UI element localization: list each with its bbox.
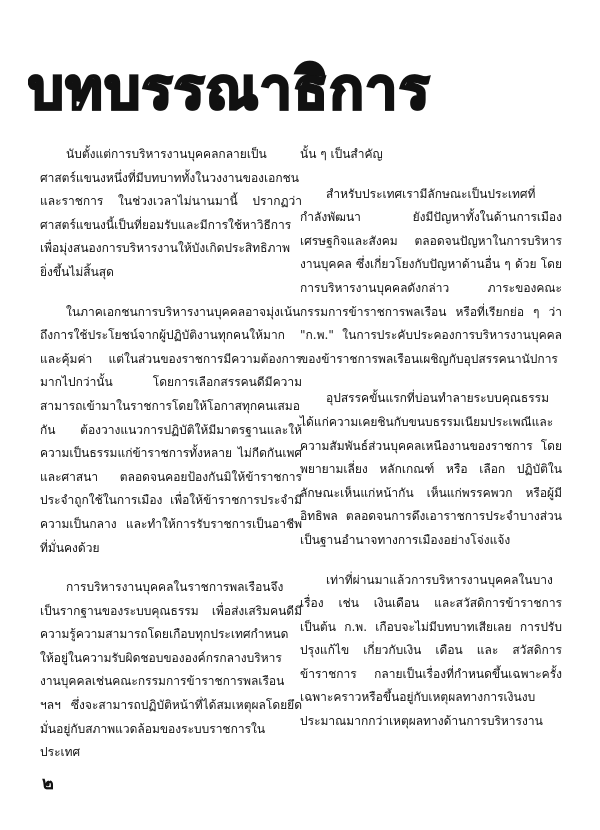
paragraph: สำหรับประเทศเรามีลักษณะเป็นประเทศที่กำลังพัฒนา ยังมีปัญหาทั้งในด้านการเมือง เศรษฐกิจและสังคม ตลอดจนปัญหาในการบริหารงานบุคคล ซึ่งเกี่ยวโยงกับปัญหาด้านอื่น ๆ ด้วย โดยการบริหารงานบุคคลดังกล่าว ภาระของคณะกรรมการข้าราชการพลเรือน หรือที่เรียกย่อ ๆ ว่า "ก.พ." ในการประคับประคองการบริหารงานบุคคลของข้าราชการพลเรือนเผชิญกับอุปสรรคนานัปการ — [300, 186, 562, 366]
right-column — [300, 143, 562, 750]
paragraph: นับตั้งแต่การบริหารงานบุคคลกลายเป็นศาสตร์แขนงหนึ่งที่มีบทบาททั้งในวงงานของเอกชนและราชการ ในช่วงเวลาไม่นานมานี้ ปรากฏว่าศาสตร์แขนงนี้เป็นที่ยอมรับและมีการใช้หาวิธีการเพื่อมุ่งสนองการบริหารงานให้บังเกิดประสิทธิภาพยิ่งขึ้นไม่สิ้นสุด — [40, 147, 302, 279]
paragraph: อุปสรรคขั้นแรกที่บ่อนทำลายระบบคุณธรรมได้แก่ความเคยชินกับขนบธรรมเนียมประเพณีและความสัมพันธ์ส่วนบุคคลเหนืองานของราชการ โดย พยายามเลี่ยง หลักเกณฑ์ หรือ เลือก ปฏิบัติในลักษณะเห็นแก่หน้ากัน เห็นแก่พรรคพวก หรือผู้มีอิทธิพล ตลอดจนการดึงเอาราชการประจำบางส่วนเป็นฐานอำนาจทางการเมืองอย่างโจ่งแจ้ง — [300, 391, 562, 547]
paragraph: ในภาคเอกชนการบริหารงานบุคคลอาจมุ่งเน้นถึงการใช้ประโยชน์จากผู้ปฏิบัติงานทุกคนให้มาก และคุ้มค่า แต่ในส่วนของราชการมีความต้องการมากไปกว่านั้น โดยการเลือกสรรคนดีมีความสามารถเข้ามาในราชการโดยให้โอกาสทุกคนเสมอกัน ต้องวางแนวการปฏิบัติให้มีมาตรฐานและให้ความเป็นธรรมแก่ข้าราชการทั้งหลาย ไม่กีดกันเพศและศาสนา ตลอดจนคอยป้องกันมิให้ข้าราชการประจำถูกใช้ในการเมือง เพื่อให้ข้าราชการประจำมีความเป็นกลาง และทำให้การรับราชการเป็นอาชีพที่มั่นคงด้วย — [40, 304, 302, 555]
paragraph: เท่าที่ผ่านมาแล้วการบริหารงานบุคคลในบางเรื่อง เช่น เงินเดือน และสวัสดิการข้าราชการเป็นต้น ก.พ. เกือบจะไม่มีบทบาทเสียเลย การปรับ ปรุงแก้ไข เกี่ยวกับเงิน เดือน และ สวัสดิการข้าราชการ กลายเป็นเรื่องที่กำหนดขึ้นเฉพาะครั้งเฉพาะคราวหรือขึ้นอยู่กับเหตุผลทางการเงินงบประมาณมากกว่าเหตุผลทางด้านการบริหารงาน — [300, 572, 562, 729]
paragraph: การบริหารงานบุคคลในราชการพลเรือนจึงเป็นรากฐานของระบบคุณธรรม เพื่อส่งเสริมคนดีมีความรู้ความสามารถโดยเกือบทุกประเทศกำหนดให้อยู่ในความรับผิดชอบขององค์กรกลางบริหารงานบุคคลเช่นคณะกรรมการข้าราชการพลเรือน ฯลฯ ซึ่งจะสามารถปฏิบัติหน้าที่ได้สมเหตุผลโดยยึดมั่นอยู่กับสภาพแวดล้อมของระบบราชการในประเทศ — [40, 580, 302, 760]
editorial-title: บทบรรณาธิการ — [28, 57, 432, 122]
left-column — [40, 143, 302, 781]
paragraph: นั้น ๆ เป็นสำคัญ — [300, 147, 383, 161]
page-number: ๒ — [42, 773, 54, 794]
